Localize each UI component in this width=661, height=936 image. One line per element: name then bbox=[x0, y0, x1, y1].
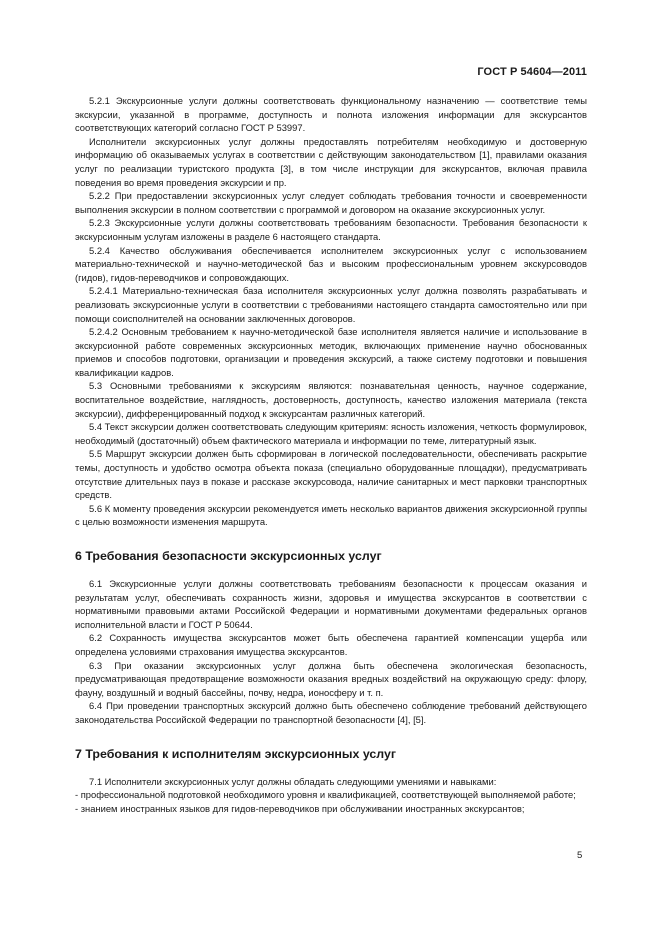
paragraph-5-2-2: 5.2.2 При предоставлении экскурсионных услуг следует соблюдать требования точности и своевременности выполнения экскурсии в полном соответствии с программой и договором на оказание экскурсионных услуг. bbox=[75, 190, 587, 215]
paragraph-6-2: 6.2 Сохранность имущества экскурсантов может быть обеспечена гарантией компенсации ущерба или определена условиями страхования имущества экскурсантов. bbox=[75, 632, 587, 657]
paragraph-5-2-1: 5.2.1 Экскурсионные услуги должны соответствовать функциональному назначению — соответствие темы экскурсии, указанной в программе, доступность и полнота изложения информации для экскурсантов соответствующих категорий согласно ГОСТ Р 53997. bbox=[75, 95, 587, 134]
list-item-qualification: - профессиональной подготовкой необходимого уровня и квалификацией, соответствующей выполняемой работе; bbox=[75, 789, 576, 801]
paragraph-7-1: 7.1 Исполнители экскурсионных услуг должны обладать следующими умениями и навыками: bbox=[89, 775, 497, 787]
document-body bbox=[75, 94, 587, 815]
paragraph-5-5: 5.5 Маршрут экскурсии должен быть сформирован в логической последовательности, обеспечивать раскрытие темы, доступность и удобство осмотра объекта показа (специально оборудованные площадки), предусматривать отсутствие длительных пауз в показе и рассказе экскурсовода, наличие санитарных и мест парковки транспортных средств. bbox=[75, 448, 587, 501]
paragraph-5-3: 5.3 Основными требованиями к экскурсиям являются: познавательная ценность, научное содержание, воспитательное воздействие, наглядность, достоверность, доступность, качество изложения материала (текста экскурсии), дифференцированный подход к экскурсантам различных категорий. bbox=[75, 380, 587, 419]
section-6-heading: 6 Требования безопасности экскурсионных услуг bbox=[75, 549, 382, 563]
list-item-languages: - знанием иностранных языков для гидов-переводчиков при обслуживании иностранных экскурсантов; bbox=[75, 802, 525, 814]
paragraph-6-4: 6.4 При проведении транспортных экскурсий должно быть обеспечено соблюдение требований действующего законодательства Российской Федерации по транспортной безопасности [4], [5]. bbox=[75, 700, 587, 725]
document-code-header: ГОСТ Р 54604—2011 bbox=[477, 66, 587, 78]
paragraph-6-1: 6.1 Экскурсионные услуги должны соответствовать требованиям безопасности к процессам оказания и результатам услуг, обеспечивать сохранность жизни, здоровья и имущества экскурсантов в соответствии с нормативными правовыми актами Российской Федерации и нормативными документами федеральных органов исполнительной власти и ГОСТ Р 50644. bbox=[75, 578, 587, 630]
paragraph-5-2-3: 5.2.3 Экскурсионные услуги должны соответствовать требованиям безопасности. Требования безопасности к экскурсионным услугам изложены в разделе 6 настоящего стандарта. bbox=[75, 217, 587, 242]
paragraph-information: Исполнители экскурсионных услуг должны предоставлять потребителям необходимую и достоверную информацию об оказываемых услугах в соответствии с действующим законодательством [1], правилами оказания услуг по реализации туристского продукта [3], в том числе инструкции для экскурсантов, включая правила поведения во время проведения экскурсии и пр. bbox=[75, 135, 587, 188]
paragraph-5-4: 5.4 Текст экскурсии должен соответствовать следующим критериям: ясность изложения, четкость формулировок, необходимый (достаточный) объем фактического материала и информации по теме, литературный язык. bbox=[75, 421, 588, 446]
paragraph-5-2-4-2: 5.2.4.2 Основным требованием к научно-методической базе исполнителя является наличие и использование в экскурсионной работе современных экскурсионных методик, включающих применение научно обоснованных приемов и способов подготовки, организации и проведения экскурсий, а также систему подготовки и повышения квалификации кадров. bbox=[75, 326, 587, 378]
page-number: 5 bbox=[577, 850, 583, 861]
paragraph-5-6: 5.6 К моменту проведения экскурсии рекомендуется иметь несколько вариантов движения экскурсионной группы с целью возможности изменения маршрута. bbox=[75, 502, 587, 528]
section-7-heading: 7 Требования к исполнителям экскурсионных услуг bbox=[75, 746, 397, 761]
paragraph-5-2-4: 5.2.4 Качество обслуживания обеспечивается исполнителем экскурсионных услуг с использованием материально-технической и научно-методической баз и высоким профессиональным уровнем экскурсоводов (гидов), гидов-переводчиков и сопровождающих. bbox=[75, 244, 587, 283]
paragraph-5-2-4-1: 5.2.4.1 Материально-техническая база исполнителя экскурсионных услуг должна позволять разрабатывать и реализовать экскурсионные услуги в соответствии с требованиями настоящего стандарта самостоятельно или при помощи соисполнителей на основании заключенных договоров. bbox=[75, 285, 587, 324]
paragraph-6-3: 6.3 При оказании экскурсионных услуг должна быть обеспечена экологическая безопасность, предусматривающая предотвращение возможности оказания вредных воздействий на окружающую среду: флору, фауну, воздушный и водный бассейны, почву, недра, ионосферу и т. п. bbox=[75, 659, 587, 698]
